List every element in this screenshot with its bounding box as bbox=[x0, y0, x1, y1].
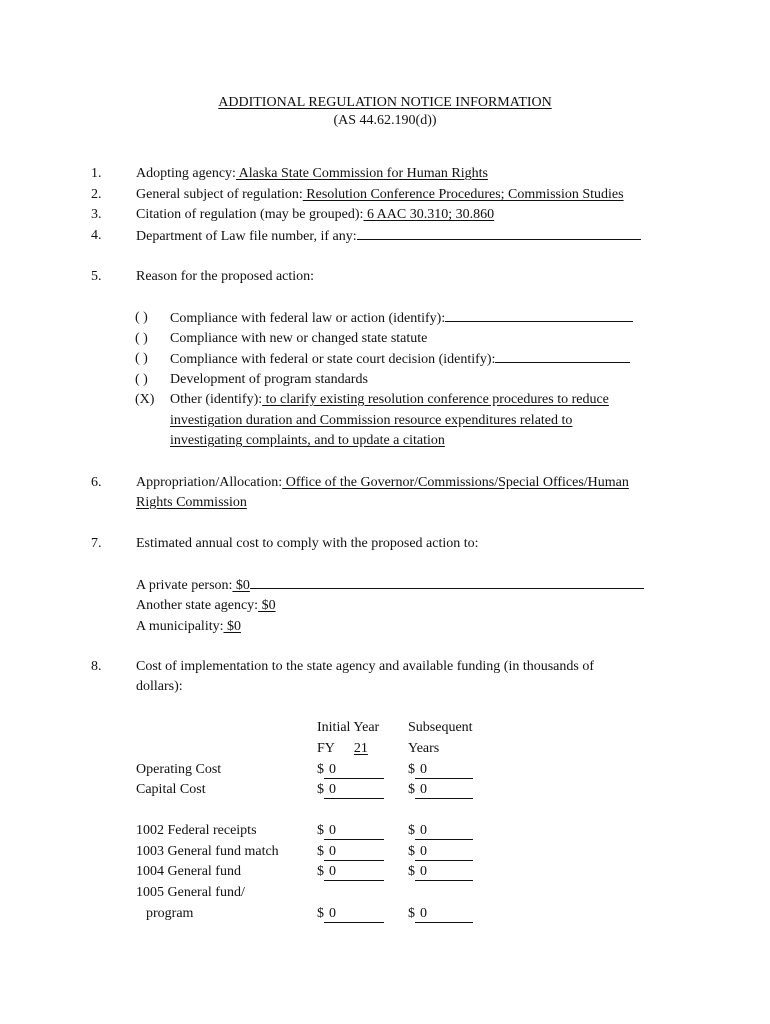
cell-initial: $ 0 bbox=[317, 904, 384, 925]
cell-subsequent: $ 0 bbox=[408, 842, 473, 863]
adopting-agency: Adopting agency: Alaska State Commission for Human Rights bbox=[136, 166, 488, 181]
cost-municipality: A municipality: $0 bbox=[136, 619, 241, 634]
header-years: Years bbox=[408, 741, 440, 756]
court-decision-blank bbox=[495, 349, 630, 363]
header-initial-year: Initial Year bbox=[317, 720, 380, 735]
cost-private-person: A private person: $0 bbox=[136, 575, 644, 597]
checkbox-court-decision: ( ) bbox=[135, 351, 148, 366]
option-other-line3: investigating complaints, and to update a citation bbox=[170, 433, 445, 448]
subject-of-regulation: General subject of regulation: Resolution Conference Procedures; Commission Studies bbox=[136, 187, 624, 202]
row-label-general-fund-match: 1003 General fund match bbox=[136, 844, 279, 859]
item-number: 1. bbox=[91, 166, 102, 181]
header-subsequent: Subsequent bbox=[408, 720, 473, 735]
row-label-general-fund: 1004 General fund bbox=[136, 864, 241, 879]
checkbox-federal-law: ( ) bbox=[135, 310, 148, 325]
cell-subsequent: $ 0 bbox=[408, 760, 473, 781]
cell-initial: $ 0 bbox=[317, 780, 384, 801]
federal-law-blank bbox=[445, 308, 633, 322]
option-program-standards: Development of program standards bbox=[170, 372, 368, 387]
citation-of-regulation: Citation of regulation (may be grouped): 6 AAC 30.310; 30.860 bbox=[136, 207, 495, 222]
checkbox-state-statute: ( ) bbox=[135, 331, 148, 346]
page-title: ADDITIONAL REGULATION NOTICE INFORMATION bbox=[218, 95, 552, 110]
option-federal-law: Compliance with federal law or action (identify): bbox=[170, 308, 633, 330]
row-label-general-fund-program: 1005 General fund/ bbox=[136, 885, 245, 900]
item-number: 5. bbox=[91, 269, 102, 284]
implementation-label: Cost of implementation to the state agency and available funding (in thousands of bbox=[136, 659, 595, 674]
header-fiscal-year: FY 21 bbox=[317, 741, 368, 756]
item-number: 3. bbox=[91, 207, 102, 222]
implementation-label-line2: dollars): bbox=[136, 679, 183, 694]
private-person-blank bbox=[250, 575, 644, 589]
row-label-capital-cost: Capital Cost bbox=[136, 782, 206, 797]
checkbox-program-standards: ( ) bbox=[135, 372, 148, 387]
option-state-statute: Compliance with new or changed state statute bbox=[170, 331, 428, 346]
law-file-number-blank bbox=[357, 226, 641, 240]
statute-citation: (AS 44.62.190(d)) bbox=[333, 113, 437, 128]
cell-initial: $ 0 bbox=[317, 760, 384, 781]
cell-initial: $ 0 bbox=[317, 862, 384, 883]
cell-subsequent: $ 0 bbox=[408, 780, 473, 801]
cell-initial: $ 0 bbox=[317, 842, 384, 863]
option-other: Other (identify): to clarify existing resolution conference procedures to reduce bbox=[170, 392, 609, 407]
row-label-program: program bbox=[146, 906, 194, 921]
cell-initial: $ 0 bbox=[317, 821, 384, 842]
item-number: 2. bbox=[91, 187, 102, 202]
appropriation-line2: Rights Commission bbox=[136, 495, 247, 510]
option-other-line2: investigation duration and Commission resource expenditures related to bbox=[170, 413, 573, 428]
reason-label: Reason for the proposed action: bbox=[136, 269, 315, 284]
item-number: 4. bbox=[91, 228, 102, 243]
item-number: 8. bbox=[91, 659, 102, 674]
checkbox-other: (X) bbox=[135, 392, 155, 407]
item-number: 7. bbox=[91, 536, 102, 551]
cost-state-agency: Another state agency: $0 bbox=[136, 598, 276, 613]
cell-subsequent: $ 0 bbox=[408, 862, 473, 883]
cell-subsequent: $ 0 bbox=[408, 904, 473, 925]
item-number: 6. bbox=[91, 475, 102, 490]
cell-subsequent: $ 0 bbox=[408, 821, 473, 842]
row-label-federal-receipts: 1002 Federal receipts bbox=[136, 823, 257, 838]
law-file-number: Department of Law file number, if any: bbox=[136, 226, 641, 248]
option-court-decision: Compliance with federal or state court decision (identify): bbox=[170, 349, 630, 371]
annual-cost-label: Estimated annual cost to comply with the proposed action to: bbox=[136, 536, 479, 551]
row-label-operating-cost: Operating Cost bbox=[136, 762, 222, 777]
appropriation-allocation: Appropriation/Allocation: Office of the Governor/Commissions/Special Offices/Human bbox=[136, 475, 629, 490]
